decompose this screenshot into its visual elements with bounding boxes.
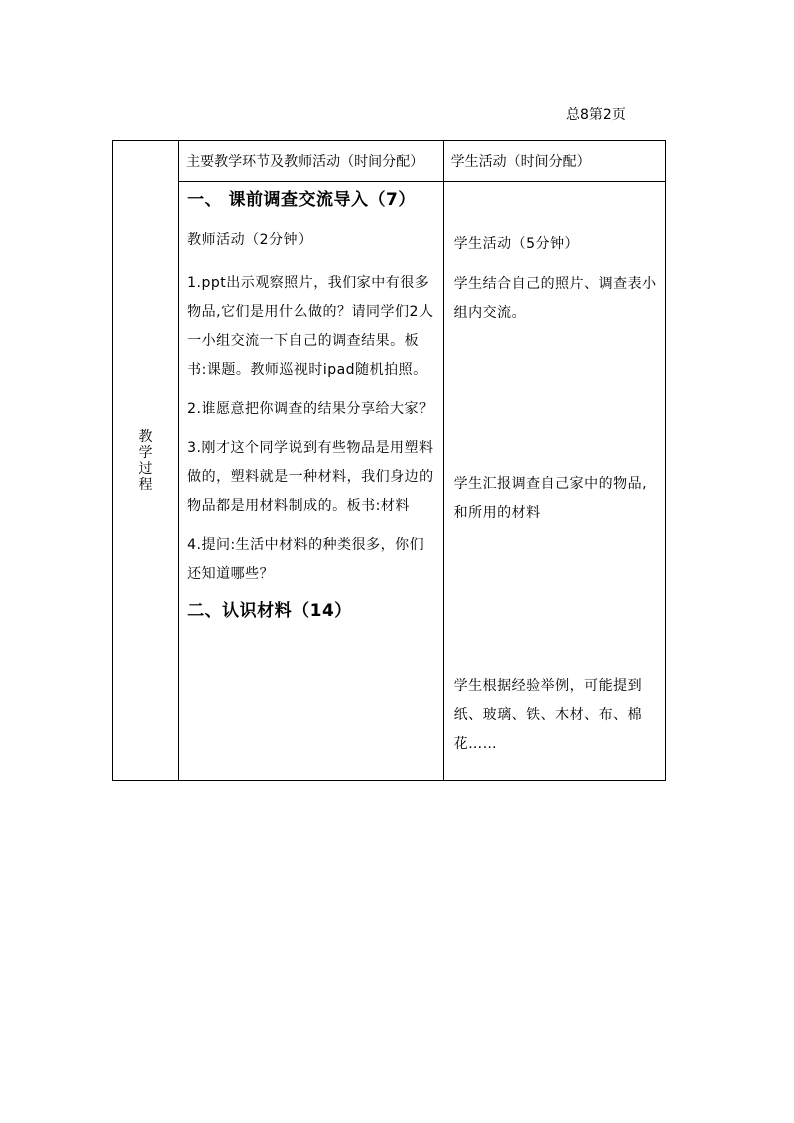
teacher-column-header: 主要教学环节及教师活动（时间分配） xyxy=(179,141,443,182)
table-body-row xyxy=(113,182,666,781)
student-item-1: 学生结合自己的照片、调查表小组内交流。 xyxy=(453,276,657,321)
student-activities-cell xyxy=(443,182,665,781)
teacher-activities-cell xyxy=(179,182,443,781)
table-header-row xyxy=(113,141,666,182)
student-item-2: 学生汇报调查自己家中的物品,和所用的材料 xyxy=(453,476,648,521)
page-number: 总8第2页 xyxy=(566,107,626,123)
teacher-activity-label: 教师活动（2分钟） xyxy=(187,232,313,248)
section-title-2: 二、认识材料（14） xyxy=(187,601,352,621)
side-label: 教学过程 xyxy=(138,428,153,493)
student-column-header: 学生活动（时间分配） xyxy=(443,141,665,182)
teacher-item-4: 4.提问:生活中材料的种类很多，你们还知道哪些？ xyxy=(187,537,425,582)
section-title-1: 一、 课前调查交流导入（7） xyxy=(187,190,416,210)
student-activity-label: 学生活动（5分钟） xyxy=(453,236,579,252)
side-label-cell xyxy=(113,141,179,781)
lesson-plan-table xyxy=(112,140,666,781)
teacher-item-2: 2.谁愿意把你调查的结果分享给大家？ xyxy=(187,401,434,417)
student-item-3: 学生根据经验举例，可能提到纸、玻璃、铁、木材、布、棉花…… xyxy=(453,678,643,752)
teacher-item-1: 1.ppt出示观察照片，我们家中有很多物品,它们是用什么做的？请同学们2人一小组交流一下自己的调查结果。板书:课题。教师巡视时ipad随机拍照。 xyxy=(187,275,434,378)
teacher-item-3: 3.刚才这个同学说到有些物品是用塑料做的，塑料就是一种材料，我们身边的物品都是用材料制成的。板书:材料 xyxy=(187,440,434,514)
